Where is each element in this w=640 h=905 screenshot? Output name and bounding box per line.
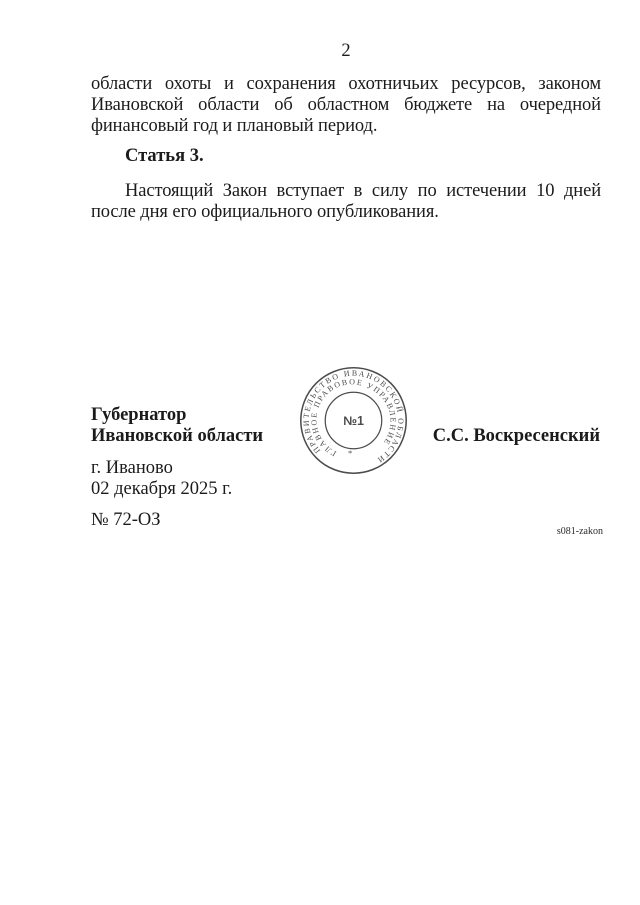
stamp-inner-ring-text: ГЛАВНОЕ ПРАВОВОЕ УПРАВЛЕНИЕ: [309, 377, 398, 459]
page-number: 2: [341, 41, 351, 61]
article-paragraph: Настоящий Закон вступает в силу по истечении 10 дней после дня его официального опубликования.: [91, 181, 601, 222]
stamp-outer-ring-text: ПРАВИТЕЛЬСТВО ИВАНОВСКОЙ ОБЛАСТИ: [301, 368, 406, 466]
signing-place: г. Иваново: [91, 458, 173, 478]
signatory-position: [91, 405, 311, 448]
document-registration-number: № 72-ОЗ: [91, 510, 161, 530]
place-date-block: [91, 458, 391, 501]
stamp-center-number: №1: [343, 413, 364, 428]
stamp-separator-star: *: [347, 447, 353, 458]
signing-date: 02 декабря 2025 г.: [91, 479, 233, 500]
signatory-position-line1: Губернатор: [91, 405, 187, 425]
continuation-paragraph: области охоты и сохранения охотничьих ресурсов, законом Ивановской области об областном бюджете на очередной финансовый год и плановый период.: [91, 74, 601, 136]
footer-file-code: s081-zakon: [556, 526, 603, 537]
article-heading: Статья 3.: [125, 146, 204, 166]
signatory-name: С.С. Воскресенский: [432, 426, 600, 446]
signatory-position-line2: Ивановской области: [91, 426, 264, 447]
